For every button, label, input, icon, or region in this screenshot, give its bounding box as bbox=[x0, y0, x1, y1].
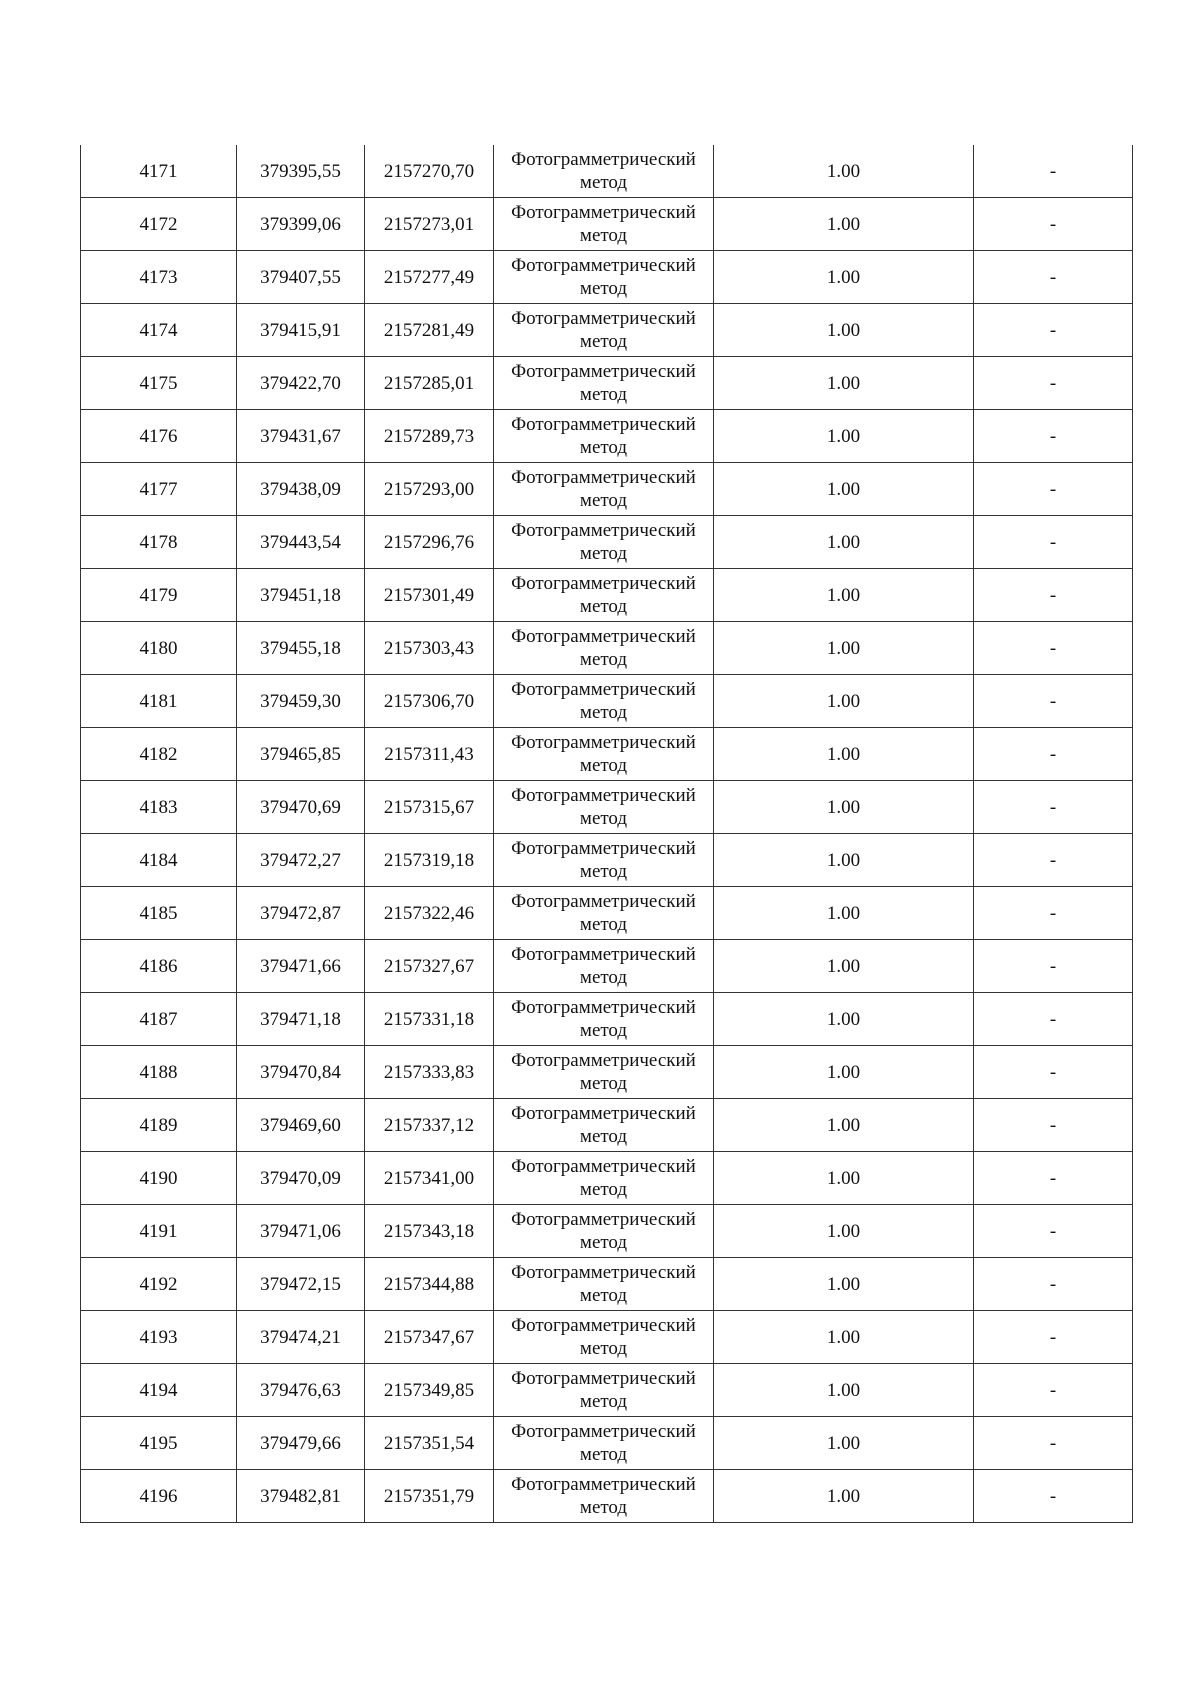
method-cell bbox=[494, 1152, 714, 1205]
method-line-1: Фотограмметрический bbox=[511, 997, 696, 1018]
method-cell bbox=[494, 781, 714, 834]
x-coordinate-cell: 379407,55 bbox=[237, 251, 365, 304]
method-cell bbox=[494, 1099, 714, 1152]
y-coordinate-cell: 2157347,67 bbox=[365, 1311, 494, 1364]
method-line-1: Фотограмметрический bbox=[511, 1474, 696, 1495]
precision-cell: 1.00 bbox=[714, 1258, 974, 1311]
table-row bbox=[81, 145, 1133, 198]
method-line-2: метод bbox=[579, 808, 628, 829]
y-coordinate-cell: 2157343,18 bbox=[365, 1205, 494, 1258]
table-row bbox=[81, 251, 1133, 304]
y-coordinate-cell: 2157273,01 bbox=[365, 198, 494, 251]
note-cell: - bbox=[974, 251, 1133, 304]
method-line-1: Фотограмметрический bbox=[511, 467, 696, 488]
table-row bbox=[81, 410, 1133, 463]
x-coordinate-cell: 379471,06 bbox=[237, 1205, 365, 1258]
y-coordinate-cell: 2157285,01 bbox=[365, 357, 494, 410]
precision-cell: 1.00 bbox=[714, 357, 974, 410]
method-line-1: Фотограмметрический bbox=[511, 944, 696, 965]
point-number-cell: 4174 bbox=[81, 304, 237, 357]
table-row bbox=[81, 1417, 1133, 1470]
method-cell bbox=[494, 1311, 714, 1364]
method-line-1: Фотограмметрический bbox=[511, 1262, 696, 1283]
y-coordinate-cell: 2157306,70 bbox=[365, 675, 494, 728]
method-line-1: Фотограмметрический bbox=[511, 1050, 696, 1071]
method-cell bbox=[494, 1417, 714, 1470]
x-coordinate-cell: 379415,91 bbox=[237, 304, 365, 357]
method-line-2: метод bbox=[579, 1232, 628, 1253]
precision-cell: 1.00 bbox=[714, 1152, 974, 1205]
method-cell bbox=[494, 304, 714, 357]
point-number-cell: 4194 bbox=[81, 1364, 237, 1417]
method-line-1: Фотограмметрический bbox=[511, 1368, 696, 1389]
point-number-cell: 4180 bbox=[81, 622, 237, 675]
y-coordinate-cell: 2157349,85 bbox=[365, 1364, 494, 1417]
y-coordinate-cell: 2157327,67 bbox=[365, 940, 494, 993]
method-line-1: Фотограмметрический bbox=[511, 573, 696, 594]
precision-cell: 1.00 bbox=[714, 940, 974, 993]
x-coordinate-cell: 379474,21 bbox=[237, 1311, 365, 1364]
method-cell bbox=[494, 1046, 714, 1099]
note-cell: - bbox=[974, 1205, 1133, 1258]
precision-cell: 1.00 bbox=[714, 1311, 974, 1364]
precision-cell: 1.00 bbox=[714, 1470, 974, 1523]
x-coordinate-cell: 379395,55 bbox=[237, 145, 365, 198]
method-line-2: метод bbox=[579, 596, 628, 617]
y-coordinate-cell: 2157341,00 bbox=[365, 1152, 494, 1205]
x-coordinate-cell: 379472,15 bbox=[237, 1258, 365, 1311]
precision-cell: 1.00 bbox=[714, 145, 974, 198]
method-line-1: Фотограмметрический bbox=[511, 149, 696, 170]
method-line-2: метод bbox=[579, 331, 628, 352]
y-coordinate-cell: 2157277,49 bbox=[365, 251, 494, 304]
method-line-2: метод bbox=[579, 1338, 628, 1359]
note-cell: - bbox=[974, 675, 1133, 728]
x-coordinate-cell: 379471,18 bbox=[237, 993, 365, 1046]
x-coordinate-cell: 379472,87 bbox=[237, 887, 365, 940]
table-row bbox=[81, 198, 1133, 251]
method-cell bbox=[494, 1258, 714, 1311]
x-coordinate-cell: 379471,66 bbox=[237, 940, 365, 993]
y-coordinate-cell: 2157270,70 bbox=[365, 145, 494, 198]
method-cell bbox=[494, 1364, 714, 1417]
method-line-1: Фотограмметрический bbox=[511, 1209, 696, 1230]
note-cell: - bbox=[974, 516, 1133, 569]
x-coordinate-cell: 379431,67 bbox=[237, 410, 365, 463]
x-coordinate-cell: 379470,09 bbox=[237, 1152, 365, 1205]
y-coordinate-cell: 2157351,79 bbox=[365, 1470, 494, 1523]
method-line-1: Фотограмметрический bbox=[511, 891, 696, 912]
note-cell: - bbox=[974, 1311, 1133, 1364]
point-number-cell: 4176 bbox=[81, 410, 237, 463]
point-number-cell: 4179 bbox=[81, 569, 237, 622]
point-number-cell: 4177 bbox=[81, 463, 237, 516]
precision-cell: 1.00 bbox=[714, 251, 974, 304]
method-line-1: Фотограмметрический bbox=[511, 838, 696, 859]
note-cell: - bbox=[974, 569, 1133, 622]
y-coordinate-cell: 2157351,54 bbox=[365, 1417, 494, 1470]
note-cell: - bbox=[974, 357, 1133, 410]
method-line-2: метод bbox=[579, 437, 628, 458]
x-coordinate-cell: 379455,18 bbox=[237, 622, 365, 675]
precision-cell: 1.00 bbox=[714, 1046, 974, 1099]
method-line-2: метод bbox=[579, 1073, 628, 1094]
x-coordinate-cell: 379422,70 bbox=[237, 357, 365, 410]
point-number-cell: 4189 bbox=[81, 1099, 237, 1152]
point-number-cell: 4186 bbox=[81, 940, 237, 993]
method-line-1: Фотограмметрический bbox=[511, 626, 696, 647]
method-line-2: метод bbox=[579, 1285, 628, 1306]
table-row bbox=[81, 781, 1133, 834]
table-row bbox=[81, 516, 1133, 569]
table-row bbox=[81, 1470, 1133, 1523]
table-row bbox=[81, 1099, 1133, 1152]
x-coordinate-cell: 379459,30 bbox=[237, 675, 365, 728]
method-cell bbox=[494, 940, 714, 993]
y-coordinate-cell: 2157293,00 bbox=[365, 463, 494, 516]
point-number-cell: 4188 bbox=[81, 1046, 237, 1099]
table-row bbox=[81, 622, 1133, 675]
method-cell bbox=[494, 622, 714, 675]
method-line-2: метод bbox=[579, 384, 628, 405]
y-coordinate-cell: 2157319,18 bbox=[365, 834, 494, 887]
x-coordinate-cell: 379479,66 bbox=[237, 1417, 365, 1470]
x-coordinate-cell: 379470,84 bbox=[237, 1046, 365, 1099]
method-cell bbox=[494, 251, 714, 304]
point-number-cell: 4178 bbox=[81, 516, 237, 569]
point-number-cell: 4183 bbox=[81, 781, 237, 834]
note-cell: - bbox=[974, 1099, 1133, 1152]
method-cell bbox=[494, 1470, 714, 1523]
point-number-cell: 4182 bbox=[81, 728, 237, 781]
point-number-cell: 4184 bbox=[81, 834, 237, 887]
note-cell: - bbox=[974, 622, 1133, 675]
precision-cell: 1.00 bbox=[714, 410, 974, 463]
x-coordinate-cell: 379465,85 bbox=[237, 728, 365, 781]
table-row bbox=[81, 834, 1133, 887]
method-line-1: Фотограмметрический bbox=[511, 202, 696, 223]
method-line-2: метод bbox=[579, 278, 628, 299]
precision-cell: 1.00 bbox=[714, 887, 974, 940]
table-row bbox=[81, 357, 1133, 410]
method-line-1: Фотограмметрический bbox=[511, 308, 696, 329]
point-number-cell: 4193 bbox=[81, 1311, 237, 1364]
note-cell: - bbox=[974, 1046, 1133, 1099]
method-line-1: Фотограмметрический bbox=[511, 414, 696, 435]
point-number-cell: 4191 bbox=[81, 1205, 237, 1258]
note-cell: - bbox=[974, 463, 1133, 516]
note-cell: - bbox=[974, 1152, 1133, 1205]
table-row bbox=[81, 1205, 1133, 1258]
point-number-cell: 4171 bbox=[81, 145, 237, 198]
precision-cell: 1.00 bbox=[714, 728, 974, 781]
point-number-cell: 4192 bbox=[81, 1258, 237, 1311]
y-coordinate-cell: 2157333,83 bbox=[365, 1046, 494, 1099]
note-cell: - bbox=[974, 781, 1133, 834]
method-cell bbox=[494, 357, 714, 410]
method-line-1: Фотограмметрический bbox=[511, 1103, 696, 1124]
y-coordinate-cell: 2157303,43 bbox=[365, 622, 494, 675]
method-line-2: метод bbox=[579, 967, 628, 988]
note-cell: - bbox=[974, 198, 1133, 251]
method-line-2: метод bbox=[579, 1391, 628, 1412]
coordinates-table bbox=[80, 145, 1133, 1523]
table-row bbox=[81, 887, 1133, 940]
precision-cell: 1.00 bbox=[714, 304, 974, 357]
coordinates-table-body bbox=[81, 145, 1133, 1523]
method-line-2: метод bbox=[579, 755, 628, 776]
x-coordinate-cell: 379476,63 bbox=[237, 1364, 365, 1417]
method-line-1: Фотограмметрический bbox=[511, 732, 696, 753]
method-cell bbox=[494, 993, 714, 1046]
precision-cell: 1.00 bbox=[714, 516, 974, 569]
precision-cell: 1.00 bbox=[714, 1099, 974, 1152]
method-cell bbox=[494, 887, 714, 940]
method-cell bbox=[494, 1205, 714, 1258]
note-cell: - bbox=[974, 728, 1133, 781]
note-cell: - bbox=[974, 1417, 1133, 1470]
precision-cell: 1.00 bbox=[714, 569, 974, 622]
method-line-2: метод bbox=[579, 172, 628, 193]
precision-cell: 1.00 bbox=[714, 463, 974, 516]
precision-cell: 1.00 bbox=[714, 1205, 974, 1258]
method-line-2: метод bbox=[579, 649, 628, 670]
method-line-1: Фотограмметрический bbox=[511, 520, 696, 541]
note-cell: - bbox=[974, 834, 1133, 887]
y-coordinate-cell: 2157311,43 bbox=[365, 728, 494, 781]
table-row bbox=[81, 1152, 1133, 1205]
note-cell: - bbox=[974, 1470, 1133, 1523]
y-coordinate-cell: 2157289,73 bbox=[365, 410, 494, 463]
table-row bbox=[81, 569, 1133, 622]
x-coordinate-cell: 379443,54 bbox=[237, 516, 365, 569]
point-number-cell: 4196 bbox=[81, 1470, 237, 1523]
table-row bbox=[81, 940, 1133, 993]
x-coordinate-cell: 379472,27 bbox=[237, 834, 365, 887]
method-line-1: Фотограмметрический bbox=[511, 1315, 696, 1336]
method-cell bbox=[494, 463, 714, 516]
y-coordinate-cell: 2157322,46 bbox=[365, 887, 494, 940]
table-row bbox=[81, 304, 1133, 357]
method-cell bbox=[494, 198, 714, 251]
note-cell: - bbox=[974, 940, 1133, 993]
table-row bbox=[81, 1364, 1133, 1417]
precision-cell: 1.00 bbox=[714, 781, 974, 834]
y-coordinate-cell: 2157301,49 bbox=[365, 569, 494, 622]
method-line-2: метод bbox=[579, 1126, 628, 1147]
y-coordinate-cell: 2157344,88 bbox=[365, 1258, 494, 1311]
table-row bbox=[81, 993, 1133, 1046]
table-row bbox=[81, 1311, 1133, 1364]
point-number-cell: 4181 bbox=[81, 675, 237, 728]
note-cell: - bbox=[974, 993, 1133, 1046]
table-row bbox=[81, 728, 1133, 781]
method-cell bbox=[494, 410, 714, 463]
table-row bbox=[81, 675, 1133, 728]
y-coordinate-cell: 2157315,67 bbox=[365, 781, 494, 834]
method-line-2: метод bbox=[579, 490, 628, 511]
method-line-2: метод bbox=[579, 1179, 628, 1200]
precision-cell: 1.00 bbox=[714, 1417, 974, 1470]
method-line-2: метод bbox=[579, 914, 628, 935]
precision-cell: 1.00 bbox=[714, 834, 974, 887]
point-number-cell: 4190 bbox=[81, 1152, 237, 1205]
precision-cell: 1.00 bbox=[714, 675, 974, 728]
note-cell: - bbox=[974, 1364, 1133, 1417]
method-line-2: метод bbox=[579, 225, 628, 246]
precision-cell: 1.00 bbox=[714, 1364, 974, 1417]
x-coordinate-cell: 379470,69 bbox=[237, 781, 365, 834]
method-cell bbox=[494, 569, 714, 622]
method-cell bbox=[494, 728, 714, 781]
method-line-1: Фотограмметрический bbox=[511, 1156, 696, 1177]
method-line-1: Фотограмметрический bbox=[511, 1421, 696, 1442]
method-line-1: Фотограмметрический bbox=[511, 679, 696, 700]
x-coordinate-cell: 379438,09 bbox=[237, 463, 365, 516]
method-line-2: метод bbox=[579, 1444, 628, 1465]
note-cell: - bbox=[974, 410, 1133, 463]
precision-cell: 1.00 bbox=[714, 198, 974, 251]
table-row bbox=[81, 1258, 1133, 1311]
y-coordinate-cell: 2157337,12 bbox=[365, 1099, 494, 1152]
y-coordinate-cell: 2157331,18 bbox=[365, 993, 494, 1046]
method-cell bbox=[494, 834, 714, 887]
y-coordinate-cell: 2157296,76 bbox=[365, 516, 494, 569]
method-line-2: метод bbox=[579, 861, 628, 882]
table-row bbox=[81, 1046, 1133, 1099]
x-coordinate-cell: 379451,18 bbox=[237, 569, 365, 622]
x-coordinate-cell: 379482,81 bbox=[237, 1470, 365, 1523]
precision-cell: 1.00 bbox=[714, 622, 974, 675]
precision-cell: 1.00 bbox=[714, 993, 974, 1046]
y-coordinate-cell: 2157281,49 bbox=[365, 304, 494, 357]
point-number-cell: 4172 bbox=[81, 198, 237, 251]
point-number-cell: 4175 bbox=[81, 357, 237, 410]
method-cell bbox=[494, 516, 714, 569]
note-cell: - bbox=[974, 887, 1133, 940]
method-line-2: метод bbox=[579, 1497, 628, 1518]
method-line-1: Фотограмметрический bbox=[511, 361, 696, 382]
method-cell bbox=[494, 675, 714, 728]
method-line-2: метод bbox=[579, 1020, 628, 1041]
method-line-1: Фотограмметрический bbox=[511, 785, 696, 806]
note-cell: - bbox=[974, 145, 1133, 198]
table-row bbox=[81, 463, 1133, 516]
method-cell bbox=[494, 145, 714, 198]
method-line-2: метод bbox=[579, 702, 628, 723]
note-cell: - bbox=[974, 304, 1133, 357]
point-number-cell: 4173 bbox=[81, 251, 237, 304]
x-coordinate-cell: 379469,60 bbox=[237, 1099, 365, 1152]
point-number-cell: 4187 bbox=[81, 993, 237, 1046]
note-cell: - bbox=[974, 1258, 1133, 1311]
x-coordinate-cell: 379399,06 bbox=[237, 198, 365, 251]
point-number-cell: 4195 bbox=[81, 1417, 237, 1470]
method-line-2: метод bbox=[579, 543, 628, 564]
point-number-cell: 4185 bbox=[81, 887, 237, 940]
method-line-1: Фотограмметрический bbox=[511, 255, 696, 276]
